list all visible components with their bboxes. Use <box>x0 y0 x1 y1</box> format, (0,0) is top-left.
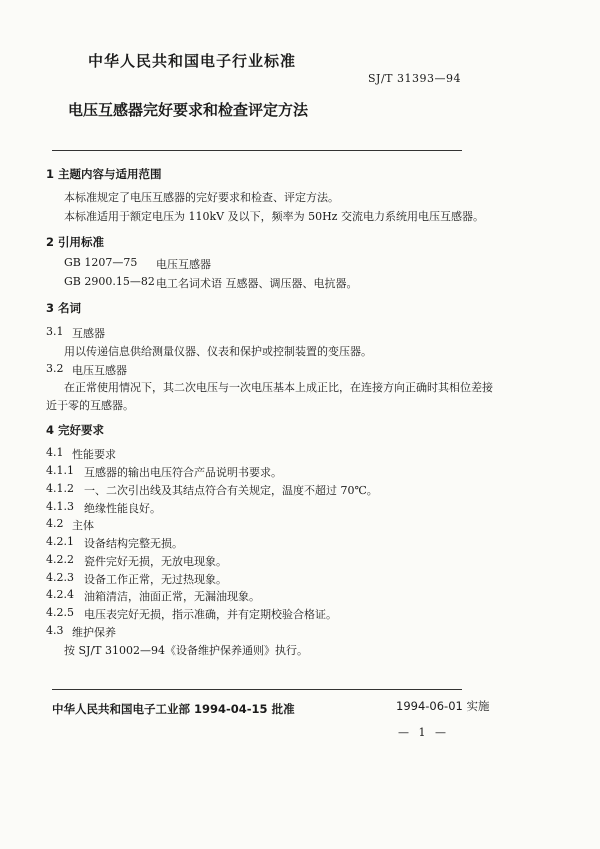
approval-line: 中华人民共和国电子工业部 1994-04-15 批准 <box>52 702 295 716</box>
term-3-2-definition-line-1: 在正常使用情况下，其二次电压与一次电压基本上成正比，在连接方向正确时其相位差接 <box>64 381 493 394</box>
ref-name-2: 电工名词术语 互感器、调压器、电抗器。 <box>156 277 358 290</box>
page-number: — 1 — <box>398 726 449 739</box>
clause-text: 一、二次引出线及其结点符合有关规定，温度不超过 70℃。 <box>84 484 378 497</box>
clause-text: 设备工作正常，无过热现象。 <box>84 573 227 586</box>
section-1-para-1: 本标准规定了电压互感器的完好要求和检查、评定方法。 <box>64 191 339 204</box>
clause-number: 4.1.3 <box>46 500 74 513</box>
clause-number: 4.2.1 <box>46 535 74 548</box>
term-3-2-number: 3.2 <box>46 362 64 375</box>
document-title: 电压互感器完好要求和检查评定方法 <box>68 101 309 119</box>
footer-rule <box>52 689 462 690</box>
section-4-heading: 4 完好要求 <box>46 423 105 437</box>
clause-text: 油箱清洁，油面正常，无漏油现象。 <box>84 590 260 603</box>
clause-number: 4.2.3 <box>46 571 74 584</box>
clause-text: 性能要求 <box>72 448 116 461</box>
clause-text: 电压表完好无损，指示准确，并有定期校验合格证。 <box>84 608 337 621</box>
section-2-heading: 2 引用标准 <box>46 235 105 249</box>
ref-code-2: GB 2900.15—82 <box>64 275 155 288</box>
clause-number: 4.3 <box>46 624 64 637</box>
clause-text: 设备结构完整无损。 <box>84 537 183 550</box>
issuing-org-header: 中华人民共和国电子行业标准 <box>88 52 297 70</box>
term-3-1-name: 互感器 <box>72 327 105 340</box>
standard-number: SJ/T 31393—94 <box>368 72 461 85</box>
term-3-1-definition: 用以传递信息供给测量仪器、仪表和保护或控制装置的变压器。 <box>64 345 372 358</box>
ref-name-1: 电压互感器 <box>156 258 211 271</box>
clause-number: 4.2 <box>46 517 64 530</box>
term-3-2-name: 电压互感器 <box>72 364 127 377</box>
section-1-heading: 1 主题内容与适用范围 <box>46 167 162 181</box>
clause-4-3-text: 按 SJ/T 31002—94《设备维护保养通则》执行。 <box>64 644 308 657</box>
section-3-heading: 3 名词 <box>46 301 82 315</box>
clause-text: 主体 <box>72 519 94 532</box>
term-3-2-definition-line-2: 近于零的互感器。 <box>46 399 134 412</box>
clause-text: 绝缘性能良好。 <box>84 502 161 515</box>
term-3-1-number: 3.1 <box>46 325 64 338</box>
clause-text: 瓷件完好无损，无放电现象。 <box>84 555 227 568</box>
top-rule <box>52 150 462 151</box>
clause-number: 4.2.4 <box>46 588 74 601</box>
clause-number: 4.1 <box>46 446 64 459</box>
section-1-para-2: 本标准适用于额定电压为 110kV 及以下，频率为 50Hz 交流电力系统用电压互感器。 <box>64 210 484 223</box>
effective-date: 1994-06-01 实施 <box>396 699 490 713</box>
clause-text: 维护保养 <box>72 626 116 639</box>
clause-number: 4.2.2 <box>46 553 74 566</box>
clause-number: 4.2.5 <box>46 606 74 619</box>
clause-number: 4.1.1 <box>46 464 74 477</box>
clause-text: 互感器的输出电压符合产品说明书要求。 <box>84 466 282 479</box>
clause-number: 4.1.2 <box>46 482 74 495</box>
ref-code-1: GB 1207—75 <box>64 256 138 269</box>
